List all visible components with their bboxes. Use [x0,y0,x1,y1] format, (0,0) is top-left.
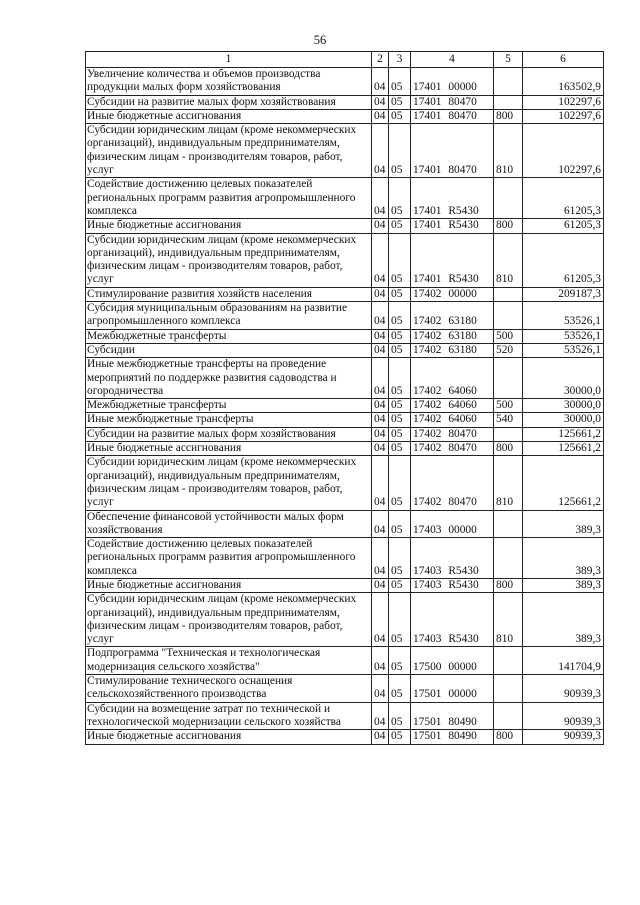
row-section-cell: 04 [372,593,389,647]
row-section-cell: 04 [372,456,389,510]
row-expense-type-cell [494,510,523,538]
table-row [86,675,604,703]
row-target-article-cell: 17401 00000 [411,68,494,96]
row-section-cell: 04 [372,399,389,413]
row-expense-type-cell: 500 [494,399,523,413]
row-subsection-cell: 05 [389,399,411,413]
row-expense-type-cell [494,68,523,96]
table-row [86,730,604,744]
column-header-2: 2 [372,52,389,68]
column-header-3: 3 [389,52,411,68]
row-amount-cell: 389,3 [523,510,604,538]
row-name-cell: Субсидии юридическим лицам (кроме некоммерческих организаций), индивидуальным предпринимателям, физическим лицам - производителям товаров, работ, услуг [86,456,372,510]
row-expense-type-cell: 810 [494,593,523,647]
row-section-cell: 04 [372,178,389,219]
row-name-cell: Субсидии на развитие малых форм хозяйствования [86,95,372,109]
row-amount-cell: 30000,0 [523,399,604,413]
row-name-cell: Межбюджетные трансферты [86,399,372,413]
table-row [86,456,604,510]
table-row [86,343,604,357]
table-row [86,219,604,233]
row-subsection-cell: 05 [389,219,411,233]
row-expense-type-cell: 500 [494,329,523,343]
row-name-cell: Субсидии юридическим лицам (кроме некоммерческих организаций), индивидуальным предпринимателям, физическим лицам - производителям товаров, работ, услуг [86,593,372,647]
table-row [86,510,604,538]
row-amount-cell: 30000,0 [523,358,604,399]
row-amount-cell: 61205,3 [523,219,604,233]
row-subsection-cell: 05 [389,329,411,343]
row-amount-cell: 53526,1 [523,329,604,343]
row-section-cell: 04 [372,358,389,399]
row-section-cell: 04 [372,538,389,579]
row-target-article-cell: 17402 63180 [411,329,494,343]
row-amount-cell: 90939,3 [523,730,604,744]
row-expense-type-cell: 800 [494,219,523,233]
row-section-cell: 04 [372,647,389,675]
row-target-article-cell: 17402 63180 [411,302,494,330]
row-name-cell: Увеличение количества и объемов производства продукции малых форм хозяйствования [86,68,372,96]
table-row [86,442,604,456]
row-amount-cell: 141704,9 [523,647,604,675]
row-section-cell: 04 [372,302,389,330]
row-name-cell: Стимулирование технического оснащения сельскохозяйственного производства [86,675,372,703]
row-subsection-cell: 05 [389,647,411,675]
row-target-article-cell: 17403 R5430 [411,538,494,579]
row-target-article-cell: 17403 00000 [411,510,494,538]
row-expense-type-cell [494,647,523,675]
row-section-cell: 04 [372,219,389,233]
table-row [86,124,604,178]
row-name-cell: Субсидии юридическим лицам (кроме некоммерческих организаций), индивидуальным предпринимателям, физическим лицам - производителям товаров, работ, услуг [86,124,372,178]
row-expense-type-cell [494,178,523,219]
row-section-cell: 04 [372,329,389,343]
row-amount-cell: 389,3 [523,578,604,592]
row-name-cell: Подпрограмма "Техническая и технологическая модернизация сельского хозяйства" [86,647,372,675]
row-amount-cell: 90939,3 [523,675,604,703]
row-expense-type-cell: 520 [494,343,523,357]
row-name-cell: Стимулирование развития хозяйств населения [86,287,372,301]
row-section-cell: 04 [372,124,389,178]
row-name-cell: Субсидии на развитие малых форм хозяйствования [86,427,372,441]
row-subsection-cell: 05 [389,730,411,744]
row-subsection-cell: 05 [389,456,411,510]
table-row [86,287,604,301]
row-amount-cell: 209187,3 [523,287,604,301]
table-row [86,329,604,343]
row-section-cell: 04 [372,287,389,301]
row-amount-cell: 90939,3 [523,702,604,730]
row-name-cell: Иные межбюджетные трансферты на проведение мероприятий по поддержке развития садоводства и огородничества [86,358,372,399]
row-section-cell: 04 [372,95,389,109]
row-target-article-cell: 17501 80490 [411,702,494,730]
column-header-5: 5 [494,52,523,68]
row-expense-type-cell: 540 [494,413,523,427]
row-section-cell: 04 [372,233,389,287]
row-amount-cell: 61205,3 [523,233,604,287]
row-amount-cell: 30000,0 [523,413,604,427]
row-section-cell: 04 [372,427,389,441]
row-subsection-cell: 05 [389,413,411,427]
row-target-article-cell: 17501 00000 [411,675,494,703]
table-row [86,95,604,109]
row-name-cell: Иные бюджетные ассигнования [86,109,372,123]
row-name-cell: Иные бюджетные ассигнования [86,578,372,592]
row-expense-type-cell: 800 [494,578,523,592]
row-expense-type-cell: 810 [494,456,523,510]
table-row [86,302,604,330]
row-target-article-cell: 17402 80470 [411,427,494,441]
row-section-cell: 04 [372,510,389,538]
row-section-cell: 04 [372,702,389,730]
row-expense-type-cell: 800 [494,109,523,123]
row-expense-type-cell [494,95,523,109]
row-section-cell: 04 [372,675,389,703]
row-expense-type-cell [494,302,523,330]
row-target-article-cell: 17402 00000 [411,287,494,301]
row-amount-cell: 125661,2 [523,427,604,441]
row-target-article-cell: 17401 80470 [411,124,494,178]
row-name-cell: Субсидия муниципальным образованиям на развитие агропромышленного комплекса [86,302,372,330]
row-target-article-cell: 17402 80470 [411,456,494,510]
row-name-cell: Содействие достижению целевых показателей региональных программ развития агропромышленного комплекса [86,538,372,579]
row-subsection-cell: 05 [389,510,411,538]
row-subsection-cell: 05 [389,538,411,579]
table-row [86,578,604,592]
row-target-article-cell: 17401 80470 [411,95,494,109]
table-row [86,109,604,123]
row-name-cell: Субсидии [86,343,372,357]
table-row [86,358,604,399]
row-subsection-cell: 05 [389,702,411,730]
row-subsection-cell: 05 [389,287,411,301]
row-expense-type-cell [494,675,523,703]
row-subsection-cell: 05 [389,124,411,178]
row-section-cell: 04 [372,68,389,96]
column-header-6: 6 [523,52,604,68]
table-row [86,427,604,441]
row-subsection-cell: 05 [389,178,411,219]
row-expense-type-cell [494,427,523,441]
row-amount-cell: 102297,6 [523,109,604,123]
row-target-article-cell: 17402 63180 [411,343,494,357]
row-name-cell: Содействие достижению целевых показателей региональных программ развития агропромышленного комплекса [86,178,372,219]
row-section-cell: 04 [372,413,389,427]
table-row [86,413,604,427]
row-amount-cell: 53526,1 [523,302,604,330]
row-subsection-cell: 05 [389,302,411,330]
row-section-cell: 04 [372,442,389,456]
row-name-cell: Иные бюджетные ассигнования [86,730,372,744]
row-expense-type-cell: 810 [494,233,523,287]
row-name-cell: Межбюджетные трансферты [86,329,372,343]
row-amount-cell: 163502,9 [523,68,604,96]
row-name-cell: Субсидии юридическим лицам (кроме некоммерческих организаций), индивидуальным предпринимателям, физическим лицам - производителям товаров, работ, услуг [86,233,372,287]
table-row [86,593,604,647]
row-subsection-cell: 05 [389,427,411,441]
row-name-cell: Субсидии на возмещение затрат по технической и технологической модернизации сельского хозяйства [86,702,372,730]
row-subsection-cell: 05 [389,95,411,109]
row-amount-cell: 389,3 [523,538,604,579]
row-expense-type-cell [494,358,523,399]
row-subsection-cell: 05 [389,358,411,399]
table-row [86,399,604,413]
table-row [86,233,604,287]
row-amount-cell: 125661,2 [523,442,604,456]
row-amount-cell: 102297,6 [523,124,604,178]
row-section-cell: 04 [372,578,389,592]
row-subsection-cell: 05 [389,233,411,287]
row-amount-cell: 53526,1 [523,343,604,357]
row-subsection-cell: 05 [389,343,411,357]
row-subsection-cell: 05 [389,675,411,703]
row-expense-type-cell [494,287,523,301]
table-row [86,647,604,675]
row-name-cell: Обеспечение финансовой устойчивости малых форм хозяйствования [86,510,372,538]
row-expense-type-cell: 810 [494,124,523,178]
row-target-article-cell: 17402 64060 [411,399,494,413]
page-number: 56 [313,33,327,47]
table-header-row [86,52,604,68]
row-amount-cell: 61205,3 [523,178,604,219]
table-row [86,702,604,730]
column-header-1: 1 [86,52,372,68]
row-subsection-cell: 05 [389,578,411,592]
row-target-article-cell: 17401 R5430 [411,219,494,233]
row-target-article-cell: 17402 80470 [411,442,494,456]
row-expense-type-cell [494,538,523,579]
row-target-article-cell: 17401 R5430 [411,233,494,287]
table-row [86,68,604,96]
row-expense-type-cell: 800 [494,730,523,744]
row-target-article-cell: 17403 R5430 [411,578,494,592]
row-name-cell: Иные межбюджетные трансферты [86,413,372,427]
row-name-cell: Иные бюджетные ассигнования [86,442,372,456]
row-amount-cell: 389,3 [523,593,604,647]
row-subsection-cell: 05 [389,442,411,456]
row-section-cell: 04 [372,343,389,357]
row-subsection-cell: 05 [389,593,411,647]
row-target-article-cell: 17401 80470 [411,109,494,123]
row-target-article-cell: 17402 64060 [411,358,494,399]
row-amount-cell: 125661,2 [523,456,604,510]
table-row [86,538,604,579]
row-expense-type-cell [494,702,523,730]
row-name-cell: Иные бюджетные ассигнования [86,219,372,233]
row-target-article-cell: 17401 R5430 [411,178,494,219]
row-target-article-cell: 17402 64060 [411,413,494,427]
row-target-article-cell: 17403 R5430 [411,593,494,647]
row-amount-cell: 102297,6 [523,95,604,109]
row-target-article-cell: 17500 00000 [411,647,494,675]
row-subsection-cell: 05 [389,68,411,96]
row-target-article-cell: 17501 80490 [411,730,494,744]
row-section-cell: 04 [372,730,389,744]
column-header-4: 4 [411,52,494,68]
budget-table [85,51,604,745]
row-section-cell: 04 [372,109,389,123]
row-subsection-cell: 05 [389,109,411,123]
table-row [86,178,604,219]
row-expense-type-cell: 800 [494,442,523,456]
